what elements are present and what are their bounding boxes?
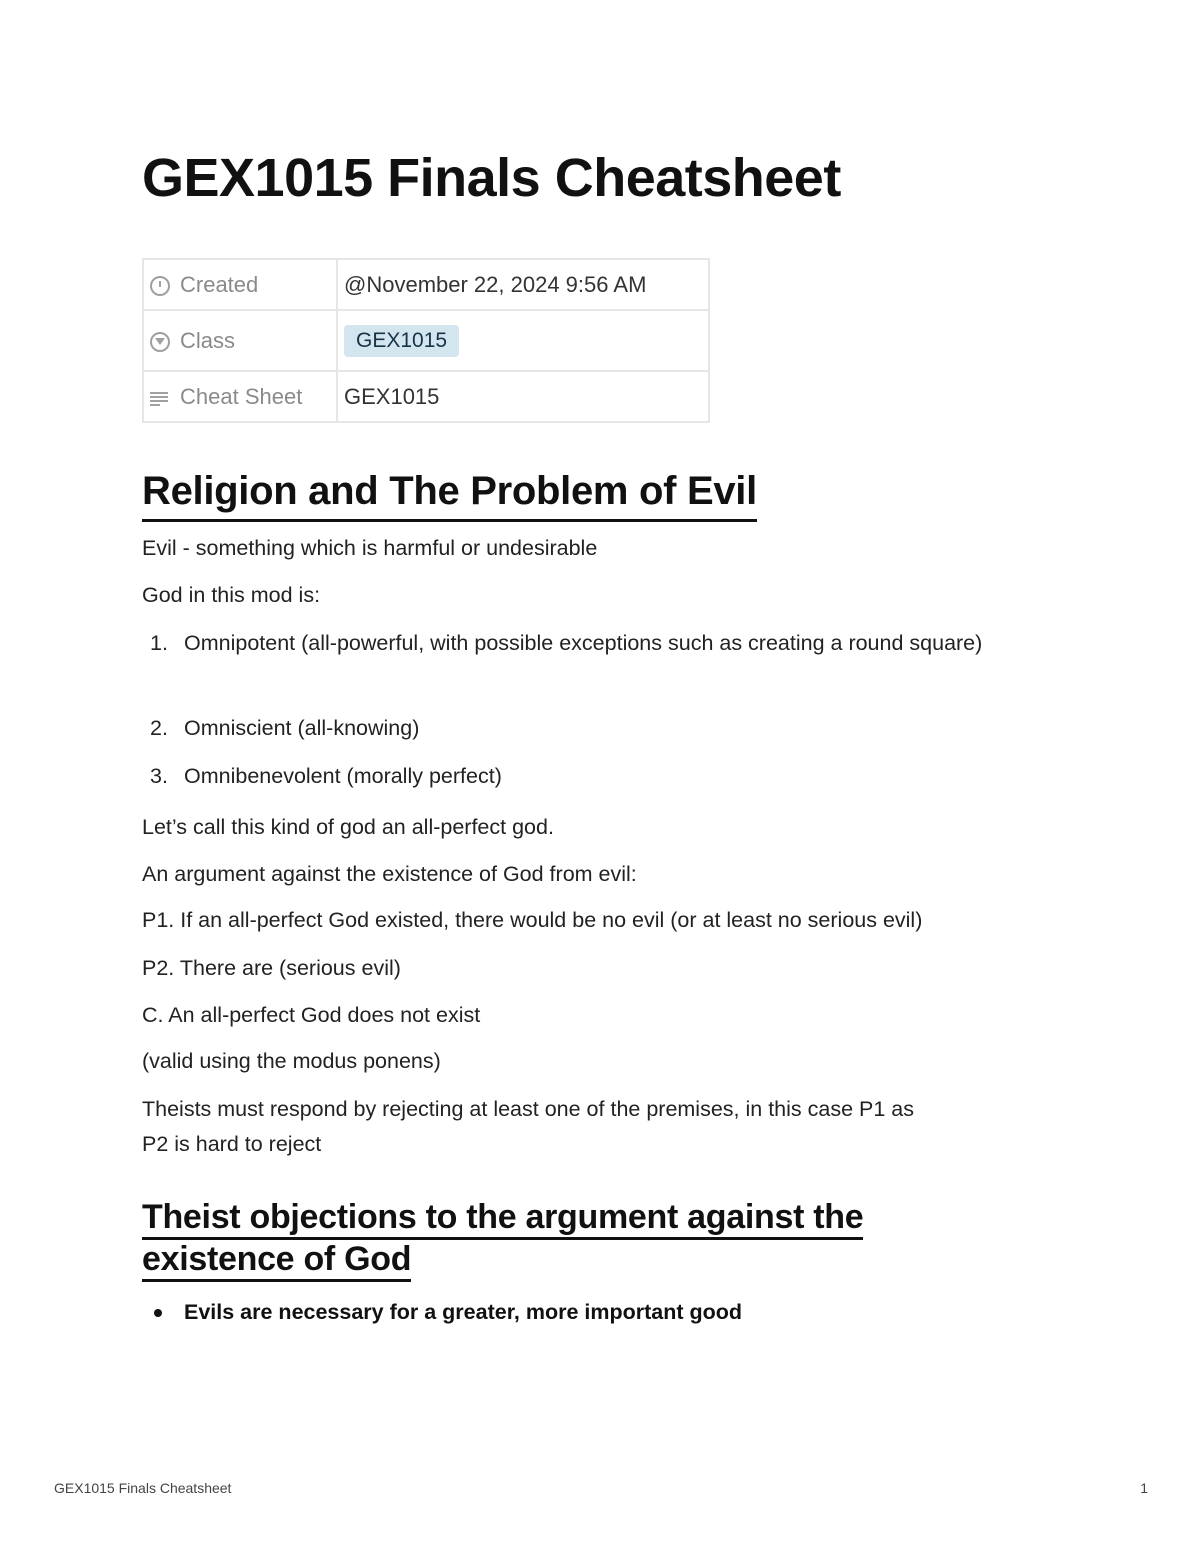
list-item: [142, 626, 1062, 696]
paragraph: Let’s call this kind of god an all-perfect god.: [142, 815, 554, 839]
paragraph: An argument against the existence of God from evil:: [142, 862, 637, 886]
created-label: Created: [180, 271, 259, 297]
properties-table: [142, 258, 710, 423]
paragraph: P1. If an all-perfect God existed, there would be no evil (or at least no serious evil): [142, 908, 923, 932]
paragraph: Evil - something which is harmful or undesirable: [142, 536, 598, 560]
text-lines-icon: [150, 388, 170, 408]
property-row-created: [143, 259, 709, 310]
list-number: 1.: [150, 631, 168, 655]
created-value[interactable]: @November 22, 2024 9:56 AM: [337, 259, 709, 310]
property-key: [143, 371, 337, 422]
clock-icon: [150, 276, 170, 296]
property-key: [143, 259, 337, 310]
property-value: [337, 310, 709, 371]
cheatsheet-value[interactable]: GEX1015: [337, 371, 709, 422]
list-text: Omniscient (all-knowing): [184, 716, 420, 740]
list-text: Omnibenevolent (morally perfect): [184, 764, 502, 788]
bullet-text: Evils are necessary for a greater, more important good: [184, 1300, 743, 1324]
page-title: GEX1015 Finals Cheatsheet: [142, 148, 841, 208]
paragraph: (valid using the modus ponens): [142, 1049, 441, 1073]
select-icon: [150, 332, 170, 352]
page-number: 1: [1140, 1480, 1148, 1496]
class-tag[interactable]: GEX1015: [344, 325, 459, 357]
paragraph: C. An all-perfect God does not exist: [142, 1003, 481, 1027]
paragraph: Theists must respond by rejecting at least one of the premises, in this case P1 as: [142, 1097, 914, 1121]
paragraph: God in this mod is:: [142, 583, 321, 607]
section-heading: Religion and The Problem of Evil: [142, 465, 757, 522]
cheatsheet-label: Cheat Sheet: [180, 383, 303, 409]
list-number: 2.: [150, 716, 168, 740]
paragraph: P2. There are (serious evil): [142, 956, 401, 980]
subsection-heading: Theist objections to the argument against the: [142, 1197, 863, 1240]
footer-title: GEX1015 Finals Cheatsheet: [54, 1480, 232, 1496]
list-text: Omnipotent (all-powerful, with possible exceptions such as creating a round square): [184, 631, 983, 655]
property-key: [143, 310, 337, 371]
property-row-class: [143, 310, 709, 371]
property-row-cheatsheet: [143, 371, 709, 422]
list-number: 3.: [150, 764, 168, 788]
subsection-heading: existence of God: [142, 1239, 411, 1282]
paragraph: P2 is hard to reject: [142, 1132, 322, 1156]
bullet-dot-icon: [154, 1309, 162, 1317]
class-label: Class: [180, 327, 236, 353]
